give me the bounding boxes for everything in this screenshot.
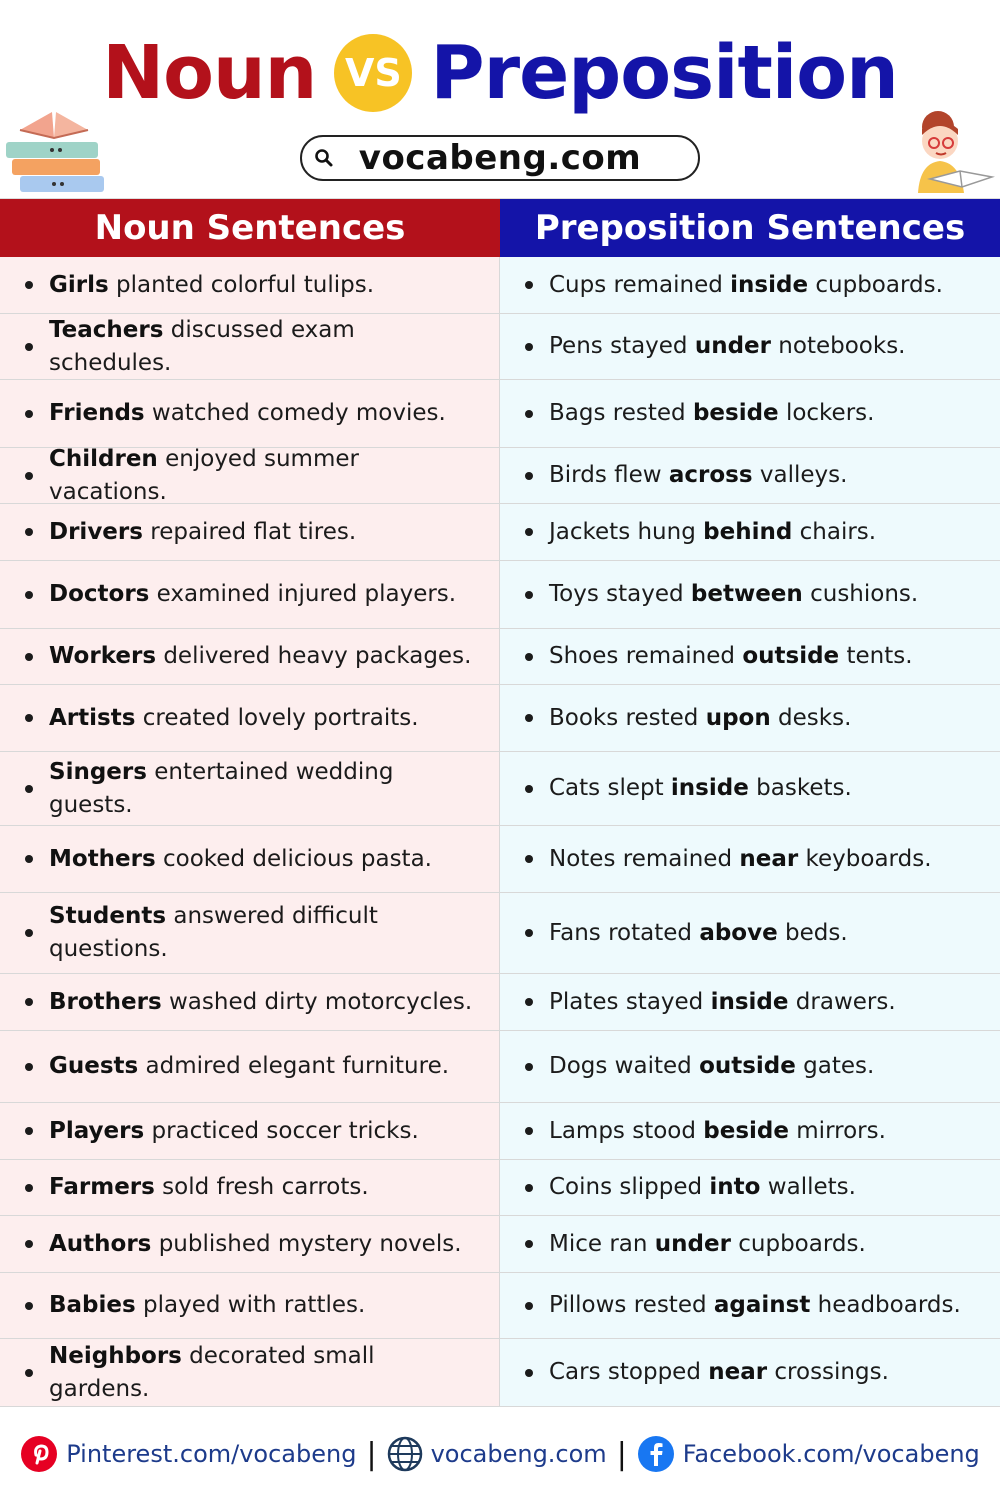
noun-sentence-rest: played with rattles. (135, 1292, 366, 1318)
noun-sentence (0, 1160, 500, 1215)
preposition-word: near (708, 1359, 768, 1385)
bullet-icon (525, 1369, 533, 1377)
footer-website[interactable] (387, 1436, 607, 1472)
noun-word: Children (49, 445, 158, 472)
table-row (0, 1273, 1000, 1339)
preposition-sentence-start: Plates stayed (549, 988, 711, 1015)
globe-icon (387, 1436, 423, 1472)
preposition-sentence-start: Mice ran (549, 1230, 655, 1257)
noun-sentence-rest: sold fresh carrots. (154, 1174, 369, 1200)
noun-word: Artists (49, 704, 136, 731)
noun-sentence-rest: discussed exam schedules. (49, 316, 355, 376)
preposition-sentence-end: keyboards. (798, 845, 932, 872)
noun-word: Farmers (49, 1174, 155, 1200)
noun-sentence (0, 752, 500, 825)
preposition-sentence (500, 752, 1000, 825)
bullet-icon (25, 998, 33, 1006)
preposition-sentence-end: headboards. (810, 1292, 961, 1318)
bullet-icon (25, 714, 33, 722)
noun-word: Friends (49, 400, 145, 426)
bullet-icon (25, 653, 33, 661)
footer-facebook[interactable] (637, 1435, 980, 1473)
noun-word: Brothers (49, 988, 162, 1015)
bullet-icon (25, 281, 33, 289)
preposition-column-header: Preposition Sentences (500, 199, 1000, 257)
bullet-icon (525, 653, 533, 661)
preposition-sentence-end: drawers. (788, 988, 896, 1015)
sentence-table (0, 198, 1000, 1408)
preposition-sentence-end: mirrors. (788, 1117, 886, 1144)
preposition-sentence-end: tents. (839, 643, 913, 669)
table-row (0, 974, 1000, 1031)
noun-sentence-rest: enjoyed summer vacations. (49, 445, 359, 505)
footer-separator: | (616, 1436, 627, 1472)
footer-separator: | (366, 1436, 377, 1472)
preposition-sentence (500, 504, 1000, 560)
preposition-word: inside (730, 271, 809, 298)
preposition-sentence (500, 314, 1000, 379)
noun-sentence (0, 445, 500, 505)
preposition-sentence-start: Jackets hung (549, 518, 704, 545)
preposition-sentence-end: notebooks. (771, 333, 906, 359)
table-row (0, 752, 1000, 826)
preposition-sentence-end: desks. (770, 704, 852, 731)
preposition-sentence (500, 561, 1000, 628)
site-search-pill (300, 135, 700, 181)
preposition-sentence-start: Cars stopped (549, 1359, 709, 1385)
header (0, 0, 1000, 198)
noun-sentence (0, 314, 500, 379)
noun-sentence (0, 1103, 500, 1159)
noun-sentence-rest: examined injured players. (149, 581, 457, 607)
table-row (0, 445, 1000, 505)
preposition-sentence (500, 1339, 1000, 1406)
bullet-icon (25, 785, 33, 793)
page-title (0, 18, 1000, 128)
noun-sentence-rest: answered difficult questions. (49, 903, 378, 962)
bullet-icon (25, 528, 33, 536)
preposition-sentence (500, 826, 1000, 892)
preposition-sentence-start: Cups remained (549, 271, 731, 298)
website-link[interactable]: vocabeng.com (430, 1440, 607, 1468)
preposition-sentence (500, 448, 1000, 503)
bullet-icon (25, 855, 33, 863)
preposition-sentence-start: Lamps stood (549, 1117, 704, 1144)
noun-sentence (0, 257, 500, 313)
preposition-sentence-end: beds. (777, 919, 848, 946)
noun-sentence (0, 504, 500, 560)
noun-sentence-rest: practiced soccer tricks. (144, 1117, 419, 1144)
noun-sentence-rest: admired elegant furniture. (138, 1053, 450, 1079)
footer-pinterest[interactable] (20, 1435, 356, 1473)
noun-sentence (0, 1273, 500, 1338)
facebook-link[interactable]: Facebook.com/vocabeng (682, 1440, 980, 1468)
girl-reading-illustration (900, 105, 996, 201)
preposition-sentence (500, 1273, 1000, 1338)
bullet-icon (525, 1184, 533, 1192)
bullet-icon (25, 343, 33, 351)
preposition-sentence (500, 629, 1000, 684)
preposition-word: under (654, 1230, 731, 1257)
noun-sentence-rest: planted colorful tulips. (108, 271, 375, 298)
bullet-icon (25, 1302, 33, 1310)
preposition-sentence (500, 893, 1000, 973)
preposition-word: outside (742, 643, 840, 669)
preposition-word: under (694, 333, 771, 359)
noun-sentence-rest: cooked delicious pasta. (155, 845, 432, 872)
noun-sentence-rest: decorated small gardens. (49, 1342, 375, 1402)
preposition-sentence-end: cushions. (802, 581, 919, 607)
preposition-word: behind (703, 518, 793, 545)
bullet-icon (525, 855, 533, 863)
table-row (0, 826, 1000, 893)
books-illustration (2, 108, 106, 200)
table-row (0, 504, 1000, 561)
noun-column-header: Noun Sentences (0, 199, 500, 257)
title-preposition: Preposition (430, 30, 898, 116)
preposition-sentence-start: Birds flew (549, 462, 669, 488)
bullet-icon (25, 591, 33, 599)
noun-sentence (0, 893, 500, 973)
bullet-icon (25, 929, 33, 937)
preposition-sentence-start: Books rested (549, 704, 706, 731)
footer (0, 1408, 1000, 1500)
preposition-sentence (500, 1216, 1000, 1272)
preposition-sentence-start: Pillows rested (549, 1292, 714, 1318)
preposition-sentence-start: Cats slept (549, 775, 671, 801)
preposition-sentence-start: Notes remained (549, 845, 740, 872)
table-row (0, 1160, 1000, 1216)
preposition-sentence-start: Fans rotated (549, 919, 700, 946)
bullet-icon (525, 714, 533, 722)
preposition-sentence (500, 1031, 1000, 1102)
preposition-sentence-end: gates. (795, 1053, 875, 1079)
noun-word: Neighbors (49, 1342, 182, 1369)
noun-word: Drivers (49, 518, 143, 545)
noun-sentence (0, 1339, 500, 1406)
bullet-icon (25, 1184, 33, 1192)
preposition-sentence-start: Bags rested (549, 400, 693, 426)
site-url: vocabeng.com (358, 138, 642, 178)
noun-word: Players (49, 1117, 145, 1144)
noun-word: Workers (49, 643, 157, 669)
bullet-icon (25, 1063, 33, 1071)
noun-sentence (0, 685, 500, 751)
preposition-sentence-end: wallets. (760, 1174, 856, 1200)
preposition-sentence (500, 1160, 1000, 1215)
noun-sentence-rest: delivered heavy packages. (156, 643, 472, 669)
preposition-word: into (709, 1174, 761, 1200)
pinterest-link[interactable]: Pinterest.com/vocabeng (66, 1440, 357, 1468)
noun-word: Babies (49, 1292, 136, 1318)
table-row (0, 685, 1000, 752)
noun-sentence-rest: created lovely portraits. (135, 704, 419, 731)
bullet-icon (525, 1063, 533, 1071)
bullet-icon (525, 1240, 533, 1248)
preposition-word: inside (710, 988, 789, 1015)
bullet-icon (525, 1302, 533, 1310)
preposition-sentence-end: valleys. (752, 462, 848, 488)
preposition-word: beside (692, 400, 779, 426)
bullet-icon (525, 785, 533, 793)
facebook-icon (637, 1435, 675, 1473)
preposition-sentence-end: cupboards. (730, 1230, 866, 1257)
bullet-icon (25, 1369, 33, 1377)
preposition-sentence (500, 380, 1000, 447)
bullet-icon (525, 1127, 533, 1135)
bullet-icon (525, 998, 533, 1006)
preposition-sentence (500, 1103, 1000, 1159)
noun-sentence (0, 380, 500, 447)
bullet-icon (525, 281, 533, 289)
noun-sentence (0, 1031, 500, 1102)
table-row (0, 1216, 1000, 1273)
bullet-icon (525, 343, 533, 351)
bullet-icon (25, 410, 33, 418)
noun-word: Girls (49, 271, 109, 298)
noun-sentence-rest: entertained wedding guests. (49, 758, 394, 818)
title-noun: Noun (102, 30, 317, 116)
table-row (0, 257, 1000, 314)
table-row (0, 380, 1000, 448)
preposition-sentence-end: baskets. (748, 775, 852, 801)
preposition-word: beside (703, 1117, 789, 1144)
vs-badge: VS (334, 34, 412, 112)
noun-word: Mothers (49, 845, 156, 872)
preposition-sentence-start: Coins slipped (549, 1174, 710, 1200)
noun-sentence-rest: repaired flat tires. (142, 518, 357, 545)
noun-sentence (0, 561, 500, 628)
preposition-sentence (500, 257, 1000, 313)
noun-word: Singers (49, 758, 147, 785)
preposition-word: outside (699, 1053, 796, 1079)
noun-word: Students (49, 903, 167, 929)
bullet-icon (25, 472, 33, 480)
bullet-icon (525, 528, 533, 536)
noun-sentence (0, 1216, 500, 1272)
preposition-word: across (668, 462, 753, 488)
table-row (0, 1103, 1000, 1160)
noun-sentence-rest: published mystery novels. (151, 1230, 462, 1257)
bullet-icon (25, 1127, 33, 1135)
table-row (0, 629, 1000, 685)
table-row (0, 1031, 1000, 1103)
noun-sentence (0, 826, 500, 892)
preposition-word: between (690, 581, 803, 607)
search-icon (314, 148, 334, 172)
preposition-sentence-end: lockers. (778, 400, 875, 426)
preposition-word: against (713, 1292, 811, 1318)
noun-sentence (0, 974, 500, 1030)
noun-word: Teachers (49, 316, 164, 343)
preposition-sentence-start: Toys stayed (549, 581, 691, 607)
preposition-sentence-start: Pens stayed (549, 333, 695, 359)
noun-sentence-rest: washed dirty motorcycles. (161, 988, 473, 1015)
preposition-sentence-end: cupboards. (808, 271, 943, 298)
preposition-sentence-end: crossings. (767, 1359, 889, 1385)
bullet-icon (25, 1240, 33, 1248)
table-row (0, 561, 1000, 629)
preposition-word: inside (670, 775, 749, 801)
bullet-icon (525, 929, 533, 937)
preposition-sentence-start: Dogs waited (549, 1053, 700, 1079)
table-row (0, 1339, 1000, 1407)
noun-word: Authors (49, 1230, 152, 1257)
table-row (0, 314, 1000, 380)
noun-sentence-rest: watched comedy movies. (144, 400, 446, 426)
bullet-icon (525, 591, 533, 599)
noun-word: Doctors (49, 581, 150, 607)
bullet-icon (525, 410, 533, 418)
preposition-word: near (739, 845, 799, 872)
preposition-word: above (699, 919, 778, 946)
preposition-sentence (500, 974, 1000, 1030)
bullet-icon (525, 472, 533, 480)
pinterest-icon (20, 1435, 58, 1473)
preposition-sentence-end: chairs. (792, 518, 877, 545)
noun-sentence (0, 629, 500, 684)
table-row (0, 893, 1000, 974)
noun-word: Guests (49, 1053, 139, 1079)
preposition-sentence (500, 685, 1000, 751)
preposition-sentence-start: Shoes remained (549, 643, 743, 669)
preposition-word: upon (705, 704, 771, 731)
